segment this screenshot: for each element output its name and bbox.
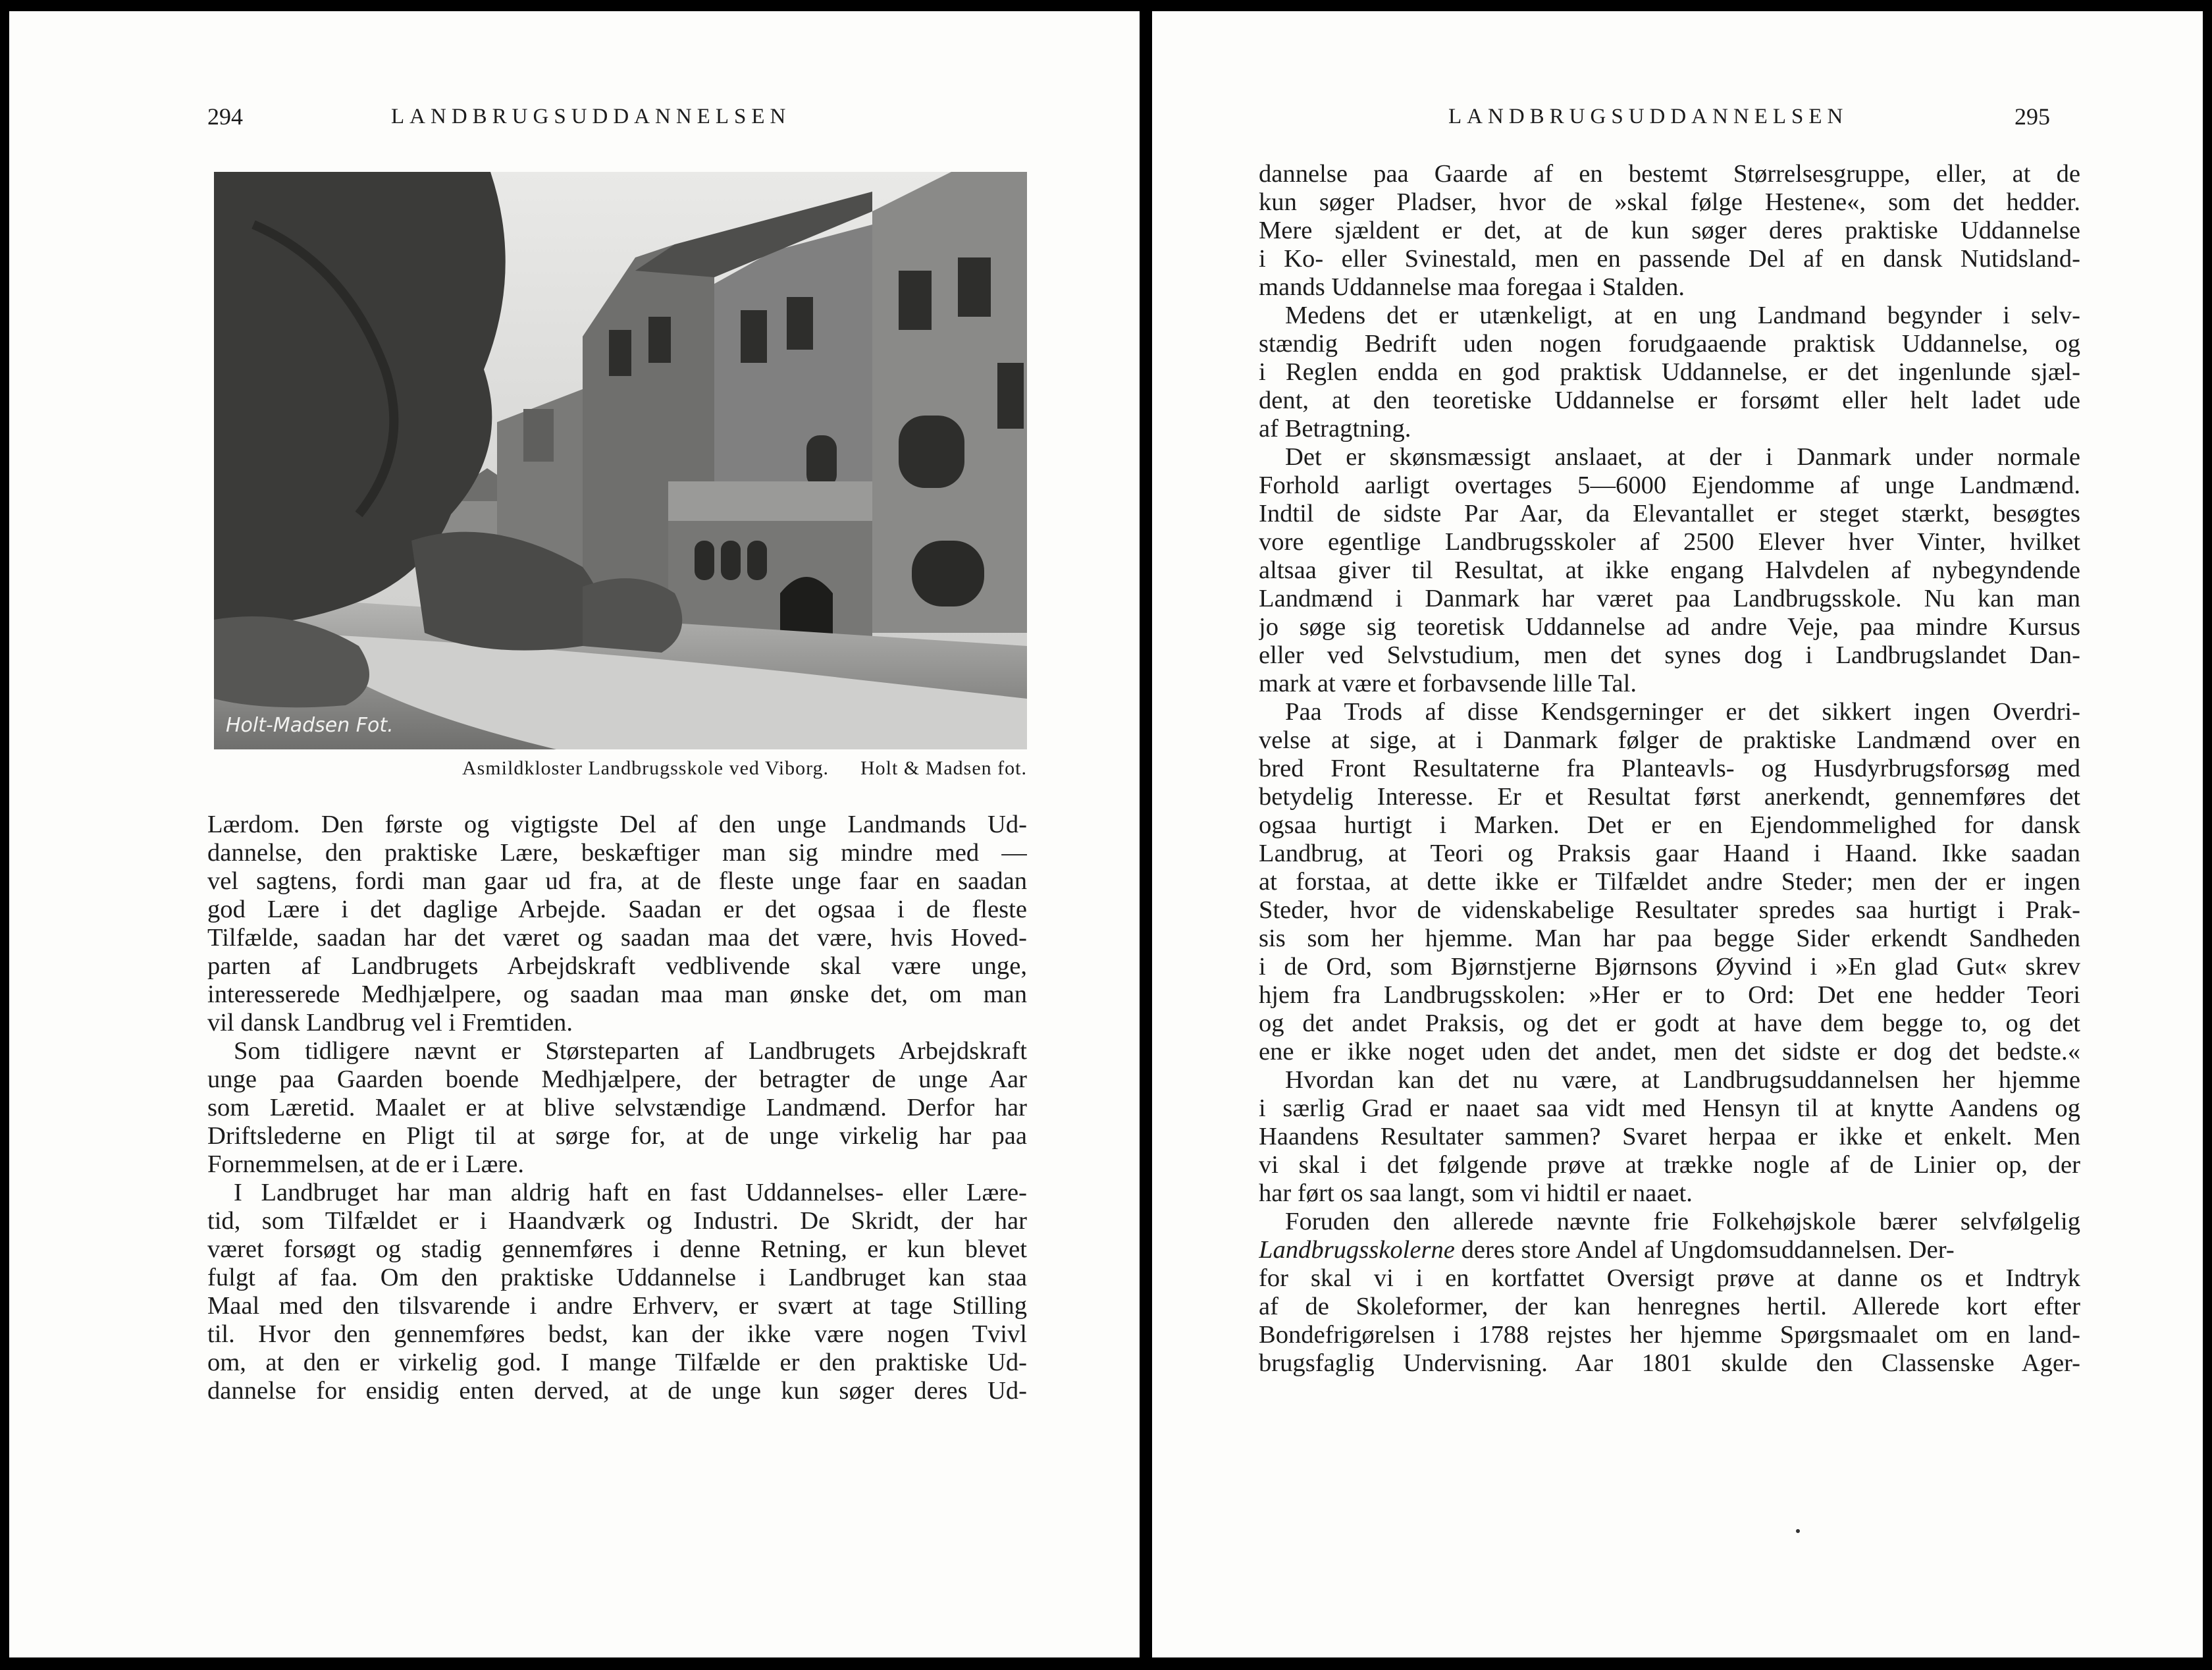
text-line: Haandens Resultater sammen? Svaret herpaa er ikke et enkelt. Men — [1259, 1123, 2080, 1150]
text-line: Som tidligere nævnt er Størsteparten af Landbrugets Arbejdskraft — [234, 1037, 1027, 1065]
text-line: at forstaa, at dette ikke er Tilfældet andre Steder; men der er ingen — [1259, 868, 2080, 896]
text-line: Bondefrigørelsen i 1788 rejstes her hjemme Spørgsmaalet om en land- — [1259, 1321, 2080, 1349]
page-number: 295 — [2014, 103, 2050, 130]
body-text — [207, 811, 1027, 1405]
text-line: Mere sjældent er det, at de kun søger deres praktiske Uddannelse — [1259, 217, 2080, 244]
italic-term: Landbrugsskolerne — [1259, 1236, 1455, 1264]
text-line: jo søge sig teoretisk Uddannelse ad andre Veje, paa mindre Kursus — [1259, 613, 2080, 641]
text-line: af de Skoleformer, der kan henregnes hertil. Allerede kort efter — [1259, 1293, 2080, 1320]
right-page — [1152, 11, 2203, 1657]
school-photograph — [214, 172, 1027, 749]
text-line: i Reglen endda en god praktisk Uddannelse, er det ingenlunde sjæl- — [1259, 358, 2080, 386]
text-line: Landbrug, at Teori og Praksis gaar Haand i Haand. Ikke saadan — [1259, 840, 2080, 867]
text-line: Det er skønsmæssigt anslaaet, at der i Danmark under normale — [1285, 443, 2080, 471]
text-line: stændig Bedrift uden nogen forudgaaende praktisk Uddannelse, og — [1259, 330, 2080, 358]
body-text — [1259, 160, 2080, 1378]
text-line: eller ved Selvstudium, men det synes dog i Landbrugslandet Dan- — [1259, 641, 2080, 669]
text-line: velse at sige, at i Danmark følger de praktiske Landmænd over en — [1259, 726, 2080, 754]
text-line: Maal med den tilsvarende i andre Erhverv, er svært at tage Stilling — [207, 1292, 1027, 1320]
text-line: for skal vi i en kortfattet Oversigt prøve at danne os et Indtryk — [1259, 1264, 2080, 1292]
text-line: i de Ord, som Bjørnstjerne Bjørnsons Øyvind i »En glad Gut« skrev — [1259, 953, 2080, 981]
text-line: I Landbruget har man aldrig haft en fast Uddannelses- eller Lære- — [234, 1179, 1027, 1206]
text-line: dent, at den teoretiske Uddannelse er forsømt eller helt ladet ude — [1259, 387, 2080, 414]
text-line: sis som her hjemme. Man har paa begge Sider erkendt Sandheden — [1259, 925, 2080, 952]
running-head: LANDBRUGSUDDANNELSEN — [1448, 105, 1849, 128]
text-line: Paa Trods af disse Kendsgerninger er det sikkert ingen Overdri- — [1285, 698, 2080, 726]
text-line: ene er ikke noget uden det andet, men det sidste er dog det bedste.« — [1259, 1038, 2080, 1065]
text-line: vi skal i det følgende prøve at trække nogle af de Linier op, der — [1259, 1151, 2080, 1179]
text-line: Foruden den allerede nævnte frie Folkehøjskole bærer selvfølgelig — [1285, 1208, 2080, 1235]
text-line: Lærdom. Den første og vigtigste Del af den unge Landmands Ud- — [207, 811, 1027, 838]
text-line: af Betragtning. — [1259, 415, 1411, 443]
caption-title: Asmildkloster Landbrugsskole ved Viborg. — [461, 757, 830, 779]
photo-caption — [214, 755, 1027, 782]
text-line: har ført os saa langt, som vi hidtil er naaet. — [1259, 1179, 1693, 1207]
text-line: dannelse paa Gaarde af en bestemt Størrelsesgruppe, eller, at de — [1259, 160, 2080, 188]
text-line: hjem fra Landbrugsskolen: »Her er to Ord: Det ene hedder Teori — [1259, 981, 2080, 1009]
text-line: og det andet Praksis, og det er godt at have dem begge to, og det — [1259, 1010, 2080, 1037]
text-line: ogsaa hurtigt i Marken. Det er en Ejendommelighed for dansk — [1259, 811, 2080, 839]
text-line: vil dansk Landbrug vel i Fremtiden. — [207, 1009, 573, 1037]
text-line: unge paa Gaarden boende Medhjælpere, der betragter de unge Aar — [207, 1065, 1027, 1093]
text-line: tid, som Tilfældet er i Haandværk og Industri. De Skridt, der har — [207, 1207, 1027, 1235]
text-line: god Lære i det daglige Arbejde. Saadan er det ogsaa i de fleste — [207, 896, 1027, 923]
text-line: Indtil de sidste Par Aar, da Elevantallet er steget stærkt, besøgtes — [1259, 500, 2080, 527]
text-line: vore egentlige Landbrugsskoler af 2500 Elever hver Vinter, hvilket — [1259, 528, 2080, 556]
text-line: til. Hvor den gennemføres bedst, kan der ikke være nogen Tvivl — [207, 1320, 1027, 1348]
text-line: fulgt af faa. Om den praktiske Uddannelse i Landbruget kan staa — [207, 1264, 1027, 1291]
text-line: i Ko- eller Svinestald, men en passende Del af en dansk Nutidsland- — [1259, 245, 2080, 273]
text-line: interesserede Medhjælpere, og saadan maa man ønske det, om man — [207, 981, 1027, 1008]
page-number: 294 — [207, 103, 243, 130]
text-fragment: deres store Andel af Ungdomsuddannelsen. Der- — [1454, 1236, 1955, 1264]
text-line: i særlig Grad er naaet saa vidt med Hensyn til at knytte Aandens og — [1259, 1094, 2080, 1122]
text-line: mark at være et forbavsende lille Tal. — [1259, 670, 1637, 697]
running-head: LANDBRUGSUDDANNELSEN — [391, 105, 791, 128]
text-line: mands Uddannelse maa foregaa i Stalden. — [1259, 273, 1685, 301]
text-line: Hvordan kan det nu være, at Landbrugsuddannelsen her hjemme — [1285, 1066, 2080, 1094]
text-line: Fornemmelsen, at de er i Lære. — [207, 1150, 525, 1178]
text-line: dannelse, den praktiske Lære, beskæftiger man sig mindre med — — [207, 839, 1027, 867]
left-page — [9, 11, 1140, 1657]
text-line: Steder, hvor de videnskabelige Resultater spredes saa hurtigt i Prak- — [1259, 896, 2080, 924]
text-line: kun søger Pladser, hvor de »skal følge Hestene«, som det hedder. — [1259, 188, 2080, 216]
text-line: dannelse for ensidig enten derved, at de unge kun søger deres Ud- — [207, 1377, 1027, 1405]
text-line — [1259, 1236, 2080, 1264]
text-line: vel sagtens, fordi man gaar ud fra, at de fleste unge faar en saadan — [207, 867, 1027, 895]
text-line: Landmænd i Danmark har været paa Landbrugsskole. Nu kan man — [1259, 585, 2080, 612]
caption-credit: Holt & Madsen fot. — [860, 757, 1027, 779]
text-line: Driftslederne en Pligt til at sørge for, at de unge virkelig har paa — [207, 1122, 1027, 1150]
text-line: Tilfælde, saadan har det været og saadan maa det være, hvis Hoved- — [207, 924, 1027, 952]
text-line: bred Front Resultaterne fra Planteavls- og Husdyrbrugsforsøg med — [1259, 755, 2080, 782]
text-line: brugsfaglig Undervisning. Aar 1801 skulde den Classenske Ager- — [1259, 1349, 2080, 1377]
text-line: altsaa giver til Resultat, at ikke engang Halvdelen af nybegyndende — [1259, 556, 2080, 584]
text-line: om, at den er virkelig god. I mange Tilfælde er den praktiske Ud- — [207, 1349, 1027, 1376]
text-line: parten af Landbrugets Arbejdskraft vedblivende skal være unge, — [207, 952, 1027, 980]
print-speck — [1796, 1529, 1800, 1533]
text-line: Medens det er utænkeligt, at en ung Landmand begynder i selv- — [1285, 302, 2080, 329]
text-line: været forsøgt og stadig gennemføres i denne Retning, er kun blevet — [207, 1235, 1027, 1263]
photo-signature: Holt-Madsen Fot. — [226, 714, 394, 737]
text-line: som Læretid. Maalet er at blive selvstændige Landmænd. Derfor har — [207, 1094, 1027, 1121]
text-line: betydelig Interesse. Er et Resultat først anerkendt, gennemføres det — [1259, 783, 2080, 811]
text-line: Forhold aarligt overtages 5—6000 Ejendomme af unge Landmænd. — [1259, 471, 2080, 499]
